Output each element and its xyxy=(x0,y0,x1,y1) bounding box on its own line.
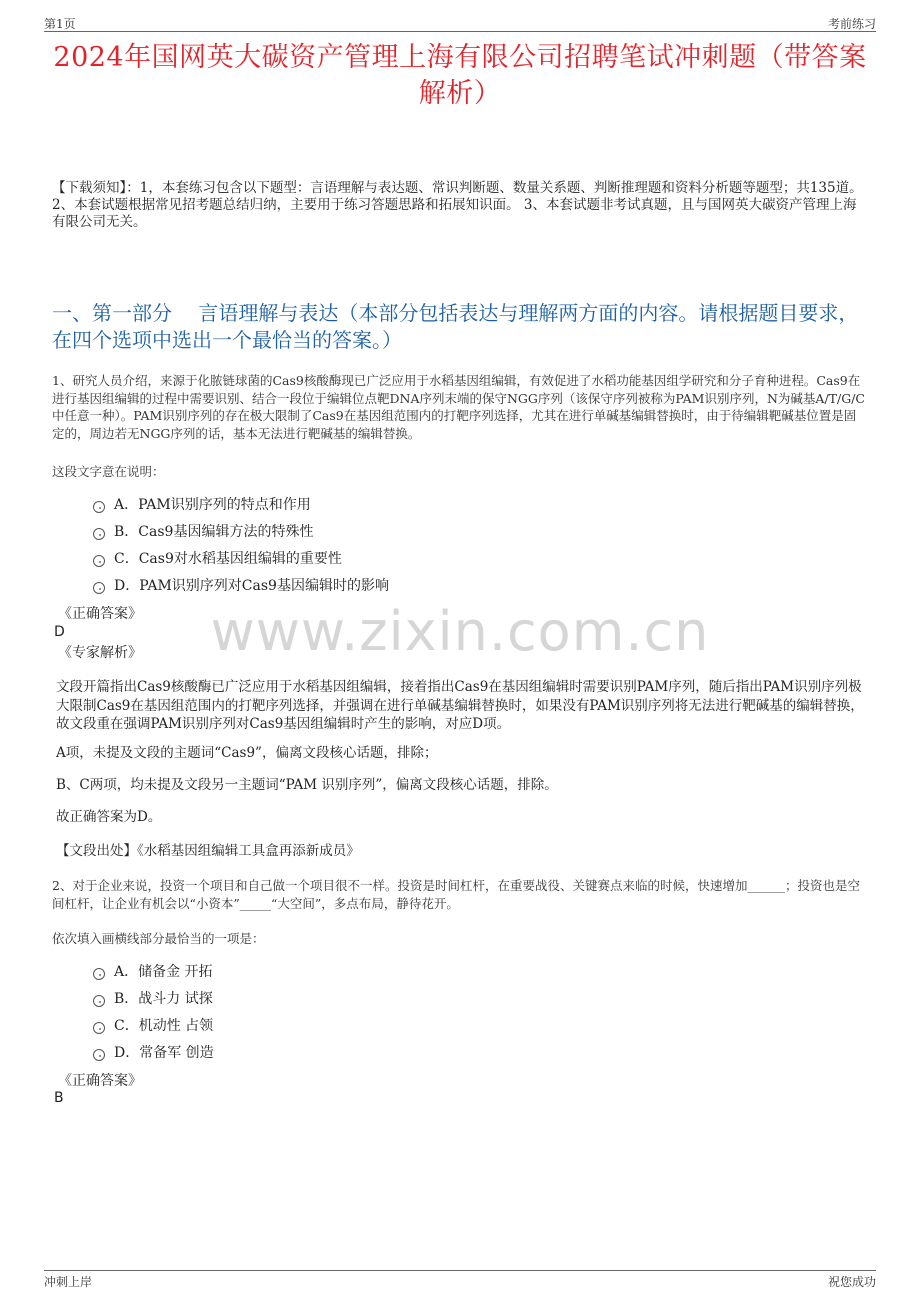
question-2-answer: B xyxy=(54,1090,64,1106)
watermark: www.zixin.com.cn xyxy=(210,600,710,663)
option-label: D．常备军 创造 xyxy=(114,1045,214,1061)
question-1-analysis-a: A项，未提及文段的主题词“Cas9”，偏离文段核心话题，排除； xyxy=(56,745,438,761)
option-label: D．PAM识别序列对Cas9基因编辑时的影响 xyxy=(114,578,389,594)
question-1-analysis-bc: B、C两项，均未提及文段另一主题词“PAM 识别序列”，偏离文段核心话题，排除。 xyxy=(56,777,558,793)
question-2-option-b[interactable] xyxy=(93,989,213,1009)
page-header xyxy=(44,14,876,32)
footer-left: 冲刺上岸 xyxy=(44,1275,93,1289)
radio-icon[interactable] xyxy=(93,968,105,980)
option-label: A．储备金 开拓 xyxy=(114,964,213,980)
page-number: 第1页 xyxy=(44,17,76,31)
option-label: B．Cas9基因编辑方法的特殊性 xyxy=(114,524,314,540)
radio-icon[interactable] xyxy=(93,555,105,567)
header-tag: 考前练习 xyxy=(827,17,876,31)
download-notice: 【下载须知】：1，本套练习包含以下题型：言语理解与表达题、常识判断题、数量关系题、判断推理题和资料分析题等题型；共135道。 2、本套试题根据常见招考题总结归纳，主要用于练习答题思路和拓展知识面。 3、本套试题非考试真题，且与国网英大碳资产管理上海有限公司无关。 xyxy=(52,180,863,230)
document-title: 2024年国网英大碳资产管理上海有限公司招聘笔试冲刺题（带答案解析） xyxy=(53,42,867,109)
option-label: A．PAM识别序列的特点和作用 xyxy=(114,497,311,513)
question-1-option-a[interactable] xyxy=(93,495,311,515)
section-heading: 一、第一部分 言语理解与表达（本部分包括表达与理解两方面的内容。请根据题目要求，在四个选项中选出一个最恰当的答案。） xyxy=(52,301,859,352)
question-1-option-c[interactable] xyxy=(93,549,342,569)
radio-icon[interactable] xyxy=(93,995,105,1007)
radio-icon[interactable] xyxy=(93,1022,105,1034)
question-1-option-b[interactable] xyxy=(93,522,313,542)
page-footer xyxy=(44,1270,876,1288)
question-1-conclusion: 故正确答案为D。 xyxy=(56,809,162,825)
question-1-analysis-main: 文段开篇指出Cas9核酸酶已广泛应用于水稻基因组编辑，接着指出Cas9在基因组编辑时需要识别PAM序列，随后指出PAM识别序列极大限制Cas9在基因组范围内的打靶序列选择，并强调在进行单碱基编辑替换时，如果没有PAM识别序列将无法进行靶碱基的编辑替换，故文段重在强调PAM识别序列对Cas9基因组编辑时产生的影响，对应D项。 xyxy=(56,679,864,732)
question-1-analysis-label: 《专家解析》 xyxy=(58,645,142,661)
question-2-option-d[interactable] xyxy=(93,1043,214,1063)
option-label: C．机动性 占领 xyxy=(114,1018,214,1034)
question-2-answer-label: 《正确答案》 xyxy=(58,1073,142,1089)
question-1-option-d[interactable] xyxy=(93,576,389,596)
footer-right: 祝您成功 xyxy=(827,1275,876,1289)
question-1-answer: D xyxy=(54,624,65,640)
radio-icon[interactable] xyxy=(93,582,105,594)
question-1-prompt: 这段文字意在说明： xyxy=(52,464,165,479)
radio-icon[interactable] xyxy=(93,1049,105,1061)
question-1-text: 1、研究人员介绍，来源于化脓链球菌的Cas9核酸酶现已广泛应用于水稻基因组编辑，有效促进了水稻功能基因组学研究和分子育种进程。Cas9在进行基因组编辑的过程中需要识别、结合一段位于编辑位点靶DNA序列末端的保守NGG序列（该保守序列被称为PAM识别序列，N为碱基A/T/G/C中任意一种）。PAM识别序列的存在极大限制了Cas9在基因组范围内的打靶序列选择，尤其在进行单碱基编辑替换时，由于待编辑靶碱基位置是固定的，周边若无NGG序列的话，基本无法进行靶碱基的编辑替换。 xyxy=(52,373,865,441)
question-1-answer-label: 《正确答案》 xyxy=(58,606,142,622)
option-label: B．战斗力 试探 xyxy=(114,991,213,1007)
radio-icon[interactable] xyxy=(93,501,105,513)
question-1-source: 【文段出处】《水稻基因组编辑工具盒再添新成员》 xyxy=(56,843,360,859)
radio-icon[interactable] xyxy=(93,528,105,540)
option-label: C．Cas9对水稻基因组编辑的重要性 xyxy=(114,551,342,567)
question-2-option-a[interactable] xyxy=(93,962,213,982)
question-2-text: 2、对于企业来说，投资一个项目和自己做一个项目很不一样。投资是时间杠杆，在重要战役、关键赛点来临的时候，快速增加______；投资也是空间杠杆，让企业有机会以“小资本”_____“大空间”，多点布局，静待花开。 xyxy=(52,878,860,911)
question-2-option-c[interactable] xyxy=(93,1016,213,1036)
question-2-prompt: 依次填入画横线部分最恰当的一项是： xyxy=(52,931,265,946)
